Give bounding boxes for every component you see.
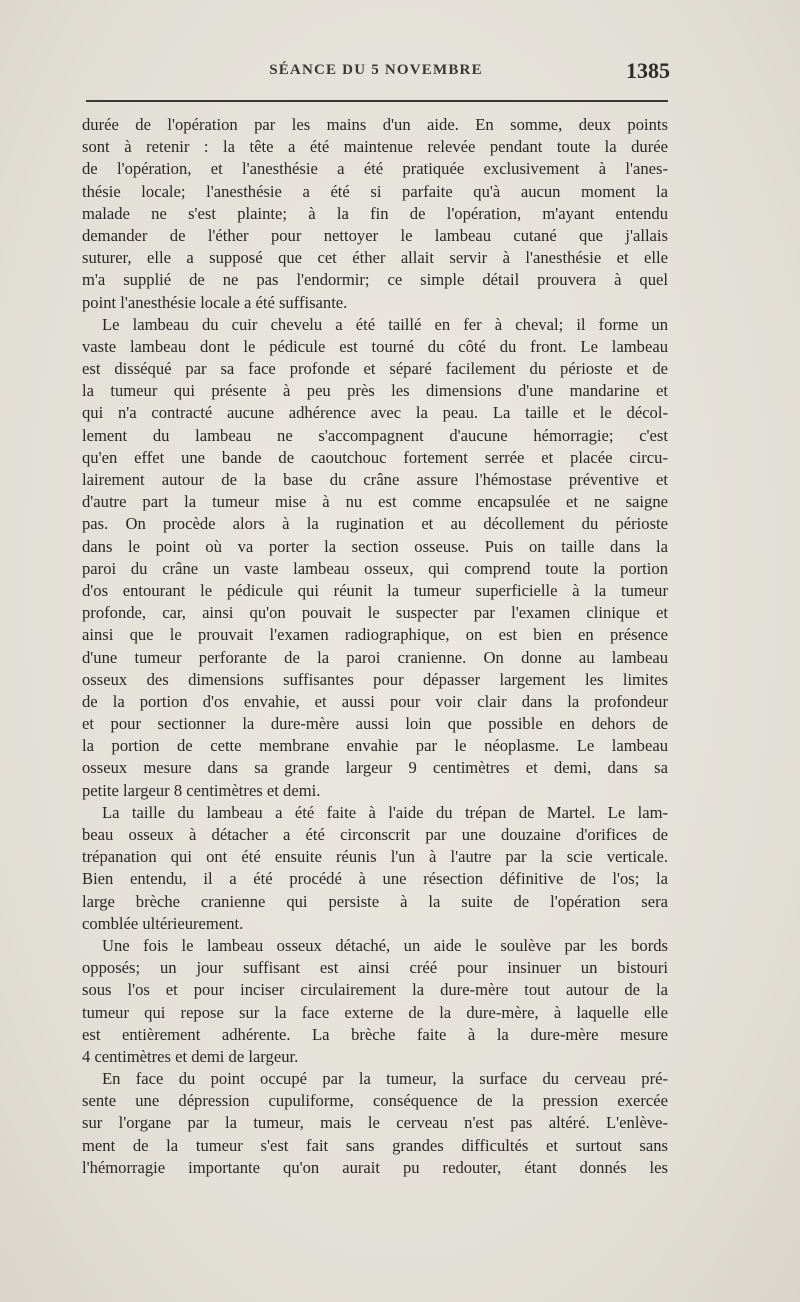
- text-line: thésie locale; l'anesthésie a été si parfaite qu'à aucun moment la: [82, 181, 668, 201]
- text-line: est entièrement adhérente. La brèche faite à la dure-mère mesure: [82, 1024, 668, 1044]
- text-line: large brèche cranienne qui persiste à la suite de l'opération sera: [82, 891, 668, 911]
- text-line: osseux mesure dans sa grande largeur 9 centimètres et demi, dans sa: [82, 758, 668, 778]
- text-line: et pour sectionner la dure-mère aussi loin que possible en dehors de: [82, 714, 668, 734]
- text-line: comblée ultérieurement.: [82, 913, 244, 933]
- text-line: d'autre part la tumeur mise à nu est comme encapsulée et ne saigne: [82, 492, 668, 512]
- text-line: point l'anesthésie locale a été suffisante.: [82, 292, 348, 312]
- text-line: profonde, car, ainsi qu'on pouvait le suspecter par l'examen clinique et: [82, 603, 668, 623]
- text-line: m'a supplié de ne pas l'endormir; ce simple détail prouvera à quel: [82, 270, 668, 290]
- text-line: de la portion d'os envahie, et aussi pour voir clair dans la profondeur: [82, 691, 668, 711]
- running-header: [82, 58, 670, 88]
- text-line: ainsi que le prouvait l'examen radiographique, on est bien en présence: [82, 625, 668, 645]
- header-rule: [86, 100, 668, 102]
- text-line: vaste lambeau dont le pédicule est tourné du côté du front. Le lambeau: [82, 336, 668, 356]
- text-line: la portion de cette membrane envahie par le néoplasme. Le lambeau: [82, 736, 668, 756]
- text-line: Le lambeau du cuir chevelu a été taillé en fer à cheval; il forme un: [102, 314, 668, 334]
- text-line: est disséqué par sa face profonde et séparé facilement du périoste et de: [82, 359, 668, 379]
- running-title: SÉANCE DU 5 NOVEMBRE: [269, 62, 483, 78]
- text-line: pas. On procède alors à la rugination et au décollement du périoste: [82, 514, 668, 534]
- text-line: ment de la tumeur s'est fait sans grandes difficultés et surtout sans: [82, 1135, 668, 1155]
- text-line: La taille du lambeau a été faite à l'aide du trépan de Martel. Le lam-: [102, 802, 668, 822]
- text-line: de l'opération, et l'anesthésie a été pratiquée exclusivement à l'anes-: [82, 159, 668, 179]
- body-text: [82, 114, 668, 1179]
- text-line: 4 centimètres et demi de largeur.: [82, 1046, 299, 1066]
- text-line: durée de l'opération par les mains d'un aide. En somme, deux points: [82, 115, 668, 134]
- text-line: dans le point où va porter la section osseuse. Puis on taille dans la: [82, 536, 668, 556]
- text-line: En face du point occupé par la tumeur, la surface du cerveau pré-: [102, 1069, 668, 1089]
- text-line: Bien entendu, il a été procédé à une résection définitive de l'os; la: [82, 869, 668, 889]
- text-line: l'hémorragie importante qu'on aurait pu redouter, étant donnés les: [82, 1157, 668, 1177]
- text-line: d'une tumeur perforante de la paroi cranienne. On donne au lambeau: [82, 647, 668, 667]
- text-line: opposés; un jour suffisant est ainsi créé pour insinuer un bistouri: [82, 958, 668, 978]
- text-line: qui n'a contracté aucune adhérence avec la peau. La taille et le décol-: [82, 403, 668, 423]
- page-number: 1385: [626, 58, 670, 83]
- text-line: sous l'os et pour inciser circulairement la dure-mère tout autour de la: [82, 980, 668, 1000]
- text-line: la tumeur qui présente à peu près les dimensions d'une mandarine et: [82, 381, 668, 401]
- text-line: qu'en effet une bande de caoutchouc fortement serrée et placée circu-: [82, 447, 668, 467]
- text-line: demander de l'éther pour nettoyer le lambeau cutané que j'allais: [82, 225, 668, 245]
- text-line: Une fois le lambeau osseux détaché, un aide le soulève par les bords: [102, 935, 668, 955]
- text-line: sont à retenir : la tête a été maintenue relevée pendant toute la durée: [82, 137, 668, 157]
- text-line: lairement autour de la base du crâne assure l'hémostase préventive et: [82, 470, 668, 489]
- text-line: lement du lambeau ne s'accompagnent d'aucune hémorragie; c'est: [82, 425, 668, 445]
- text-line: osseux des dimensions suffisantes pour dépasser largement les limites: [82, 669, 668, 689]
- text-line: d'os entourant le pédicule qui réunit la tumeur superficielle à la tumeur: [82, 580, 668, 600]
- text-line: tumeur qui repose sur la face externe de la dure-mère, à laquelle elle: [82, 1002, 668, 1022]
- text-line: petite largeur 8 centimètres et demi.: [82, 780, 321, 800]
- text-line: sur l'organe par la tumeur, mais le cerveau n'est pas altéré. L'enlève-: [82, 1113, 668, 1133]
- text-line: paroi du crâne un vaste lambeau osseux, qui comprend toute la portion: [82, 558, 668, 578]
- text-line: suturer, elle a supposé que cet éther allait servir à l'anesthésie et elle: [82, 248, 668, 268]
- text-line: sente une dépression cupuliforme, conséquence de la pression exercée: [82, 1091, 668, 1111]
- text-line: beau osseux à détacher a été circonscrit par une douzaine d'orifices de: [82, 825, 668, 844]
- text-line: trépanation qui ont été ensuite réunis l'un à l'autre par la scie verticale.: [82, 847, 668, 867]
- text-line: malade ne s'est plainte; à la fin de l'opération, m'ayant entendu: [82, 203, 668, 223]
